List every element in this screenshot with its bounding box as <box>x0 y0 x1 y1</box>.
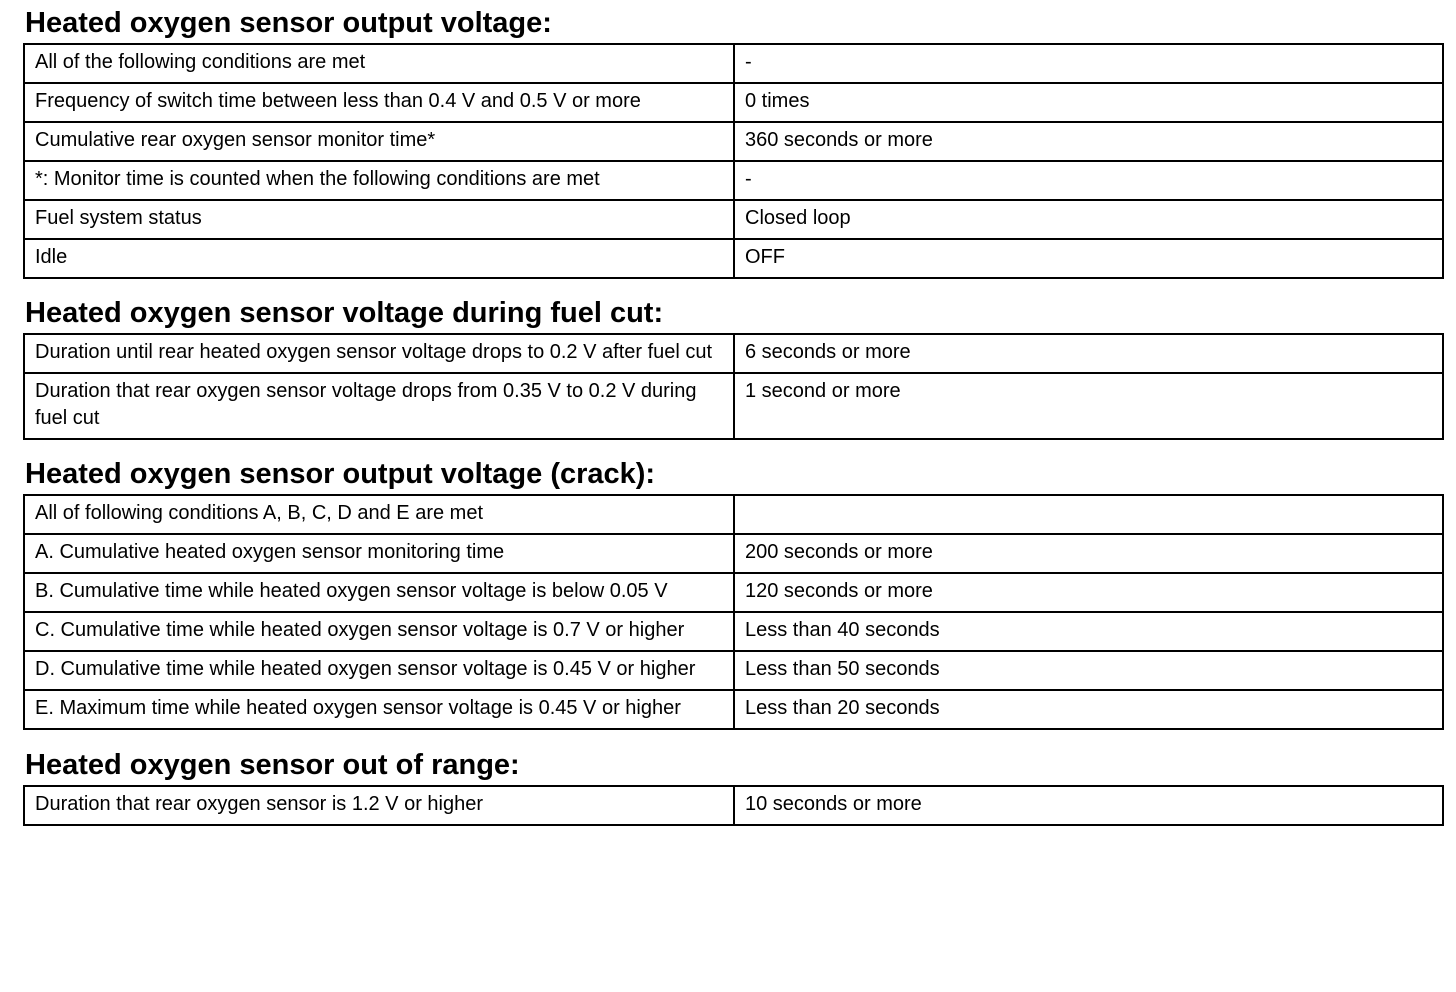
condition-cell: E. Maximum time while heated oxygen sensor voltage is 0.45 V or higher <box>24 690 734 729</box>
value-cell: - <box>734 44 1443 83</box>
spec-table <box>23 333 1444 440</box>
condition-cell: Idle <box>24 239 734 278</box>
spec-table <box>23 785 1444 826</box>
section-out-of-range <box>23 748 1440 826</box>
value-cell: 6 seconds or more <box>734 334 1443 373</box>
condition-cell: A. Cumulative heated oxygen sensor monitoring time <box>24 534 734 573</box>
value-cell: Closed loop <box>734 200 1443 239</box>
value-cell <box>734 495 1443 534</box>
spec-table <box>23 43 1444 279</box>
table-row <box>24 786 1443 825</box>
section-spacer <box>23 440 1440 457</box>
condition-cell: All of following conditions A, B, C, D and E are met <box>24 495 734 534</box>
value-cell: - <box>734 161 1443 200</box>
value-cell: 1 second or more <box>734 373 1443 439</box>
section-title: Heated oxygen sensor voltage during fuel cut: <box>25 297 664 329</box>
condition-cell: All of the following conditions are met <box>24 44 734 83</box>
value-cell: 200 seconds or more <box>734 534 1443 573</box>
table-row <box>24 612 1443 651</box>
section-title: Heated oxygen sensor out of range: <box>25 749 520 781</box>
table-row <box>24 690 1443 729</box>
table-row <box>24 651 1443 690</box>
condition-cell: Cumulative rear oxygen sensor monitor time* <box>24 122 734 161</box>
section-spacer <box>23 279 1440 296</box>
condition-cell: *: Monitor time is counted when the following conditions are met <box>24 161 734 200</box>
table-row <box>24 161 1443 200</box>
section-output-voltage <box>23 6 1440 279</box>
value-cell: 360 seconds or more <box>734 122 1443 161</box>
condition-cell: D. Cumulative time while heated oxygen sensor voltage is 0.45 V or higher <box>24 651 734 690</box>
condition-cell: Duration that rear oxygen sensor is 1.2 V or higher <box>24 786 734 825</box>
table-row <box>24 534 1443 573</box>
condition-cell: Frequency of switch time between less than 0.4 V and 0.5 V or more <box>24 83 734 122</box>
section-fuel-cut <box>23 296 1440 440</box>
value-cell: 10 seconds or more <box>734 786 1443 825</box>
condition-cell: Fuel system status <box>24 200 734 239</box>
condition-cell: Duration that rear oxygen sensor voltage drops from 0.35 V to 0.2 V during fuel cut <box>24 373 734 439</box>
condition-cell: B. Cumulative time while heated oxygen sensor voltage is below 0.05 V <box>24 573 734 612</box>
section-title: Heated oxygen sensor output voltage: <box>25 7 552 39</box>
condition-cell: Duration until rear heated oxygen sensor voltage drops to 0.2 V after fuel cut <box>24 334 734 373</box>
table-row <box>24 200 1443 239</box>
value-cell: 0 times <box>734 83 1443 122</box>
value-cell: Less than 50 seconds <box>734 651 1443 690</box>
table-row <box>24 239 1443 278</box>
section-spacer <box>23 730 1440 748</box>
table-row <box>24 373 1443 439</box>
value-cell: 120 seconds or more <box>734 573 1443 612</box>
document-page <box>23 6 1440 826</box>
value-cell: Less than 40 seconds <box>734 612 1443 651</box>
condition-cell: C. Cumulative time while heated oxygen sensor voltage is 0.7 V or higher <box>24 612 734 651</box>
table-row <box>24 122 1443 161</box>
value-cell: Less than 20 seconds <box>734 690 1443 729</box>
table-row <box>24 495 1443 534</box>
table-row <box>24 44 1443 83</box>
table-row <box>24 83 1443 122</box>
value-cell: OFF <box>734 239 1443 278</box>
section-crack <box>23 457 1440 730</box>
table-row <box>24 334 1443 373</box>
table-row <box>24 573 1443 612</box>
spec-table <box>23 494 1444 730</box>
section-title: Heated oxygen sensor output voltage (crack): <box>25 458 656 490</box>
